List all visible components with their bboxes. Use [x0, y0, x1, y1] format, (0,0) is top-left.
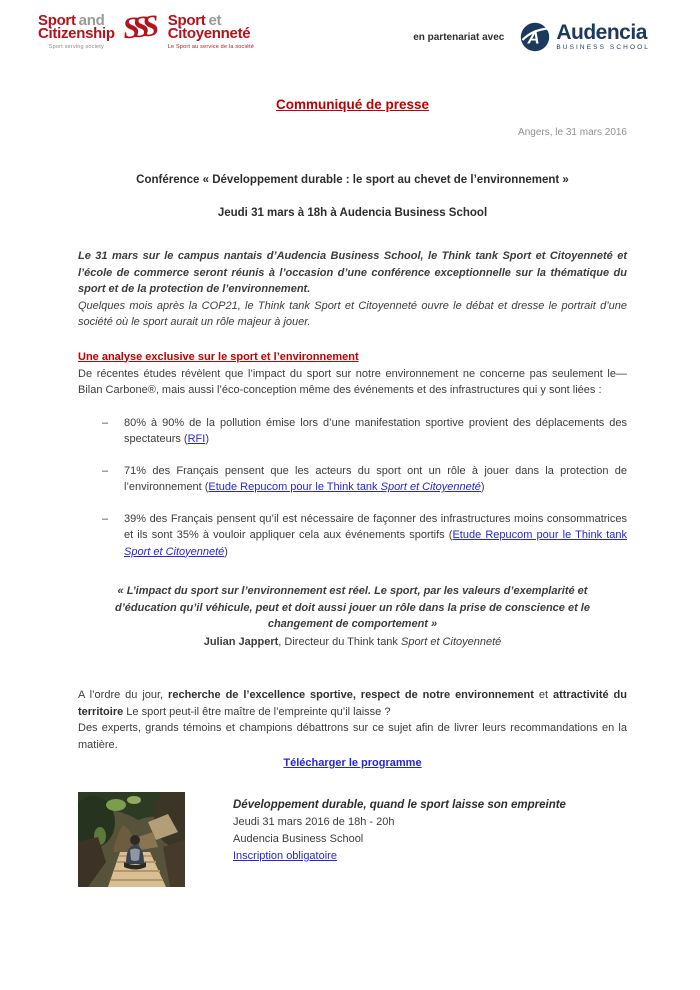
bullet-pre: 80% à 90% de la pollution émise lors d’une manifestation sportive provient des déplacements des spectateurs (: [124, 416, 627, 445]
bullet-post: ): [480, 481, 485, 493]
link-text: RFI: [187, 433, 206, 445]
quote-text: « L’impact du sport sur l’environnement est réel. Le sport, par les valeurs d’exemplarité et d’éducation qu’il véhicule, peut et doit aussi jouer un rôle dans la prise de conscience et le changement de comportement »: [115, 585, 590, 630]
logo-word-citoyennete: Citoyenneté: [167, 25, 251, 42]
partnership-block: [413, 22, 650, 52]
intro-lead: Le 31 mars sur le campus nantais d’Audencia Business School, le Think tank Sport et Citoyenneté et l’école de commerce seront réunis à l’occasion d’une conférence exceptionnelle sur la thématique du sport et de la protection de l’environnement.: [78, 250, 627, 295]
forest-boardwalk-photo: [78, 792, 185, 887]
intro-block: [78, 248, 627, 331]
logo-french-block: [168, 14, 254, 50]
statistics-list: [78, 415, 627, 561]
header: [0, 0, 700, 52]
bullet-dash: –: [102, 416, 109, 429]
logo-word-et: et: [208, 12, 222, 29]
list-item: [78, 463, 627, 496]
download-row: [78, 757, 627, 769]
logo-word-sport-fr: Sport: [167, 12, 206, 29]
quote-author: Julian Jappert: [203, 635, 279, 648]
bullet-post: ): [224, 545, 228, 558]
bullet-text: [124, 463, 627, 496]
list-item: [78, 415, 627, 448]
bullet-text: [124, 511, 627, 561]
event-location: Audencia Business School: [233, 833, 364, 845]
registration-row: [233, 848, 566, 865]
svg-text:A: A: [527, 28, 541, 48]
quote-role: , Directeur du Think tank: [278, 635, 401, 648]
rfi-source-link[interactable]: [188, 433, 206, 445]
agenda-bold-2: attractivité du territoire: [78, 689, 627, 718]
partner-text: en partenariat avec: [413, 31, 505, 43]
audencia-circle-icon: [520, 22, 550, 52]
link-text: Etude Repucom pour le Think tank: [452, 529, 627, 541]
quote-attribution: [78, 634, 627, 651]
logo-word-sport: Sport: [38, 12, 76, 29]
bullet-pre: 39% des Français pensent qu’il est nécessaire de façonner des infrastructures moins consommatrices et ils sont 35% à vouloir appliquer cela aux événements sportifs (: [124, 512, 627, 541]
event-details: [233, 792, 566, 865]
quote-org: Sport et Citoyenneté: [400, 635, 502, 648]
audencia-logo: [520, 22, 650, 52]
document-title-row: [78, 96, 627, 114]
document-body: [0, 96, 700, 887]
section-intro-paragraph: De récentes études révèlent que l’impact du sport sur notre environnement ne concerne pas seulement le—Bilan Carbone®, mais aussi l’éco-conception même des événements et des infrastructures qui y sont liées :: [78, 367, 627, 396]
bullet-text: [124, 415, 627, 448]
agenda-paragraph: [78, 687, 627, 753]
download-program-link[interactable]: Télécharger le programme: [283, 757, 422, 769]
press-release-title: Communiqué de presse: [275, 97, 430, 112]
logo-tagline-en: Sport serving society: [48, 44, 104, 50]
bullet-pre: 71% des Français pensent que les acteurs du sport ont un rôle à jouer dans la protection de l’environnement (: [124, 464, 627, 493]
conference-title: Conférence « Développement durable : le sport au chevet de l’environnement »: [136, 174, 569, 186]
link-text-italic: Sport et Citoyenneté: [380, 481, 481, 493]
event-datetime: Jeudi 31 mars 2016 de 18h - 20h: [233, 816, 395, 828]
logo-word-citizenship: Citizenship: [38, 25, 115, 42]
link-text: Etude Repucom pour le Think tank: [208, 481, 381, 493]
repucom-study-link[interactable]: [208, 481, 481, 493]
bullet-dash: –: [102, 464, 109, 477]
intro-follow: Quelques mois après la COP21, le Think tank Sport et Citoyenneté ouvre le débat et dresse le portrait d’une société où le sport aurait un rôle majeur à jouer.: [78, 299, 627, 328]
registration-link[interactable]: Inscription obligatoire: [233, 850, 337, 862]
bullet-post: ): [205, 433, 209, 445]
audencia-name: Audencia: [556, 21, 647, 44]
dateline: Angers, le 31 mars 2016: [518, 127, 627, 138]
agenda-mid: et: [533, 689, 553, 701]
audencia-wordmark: [556, 23, 650, 51]
section-heading-row: [78, 347, 627, 365]
logo-english-block: [38, 14, 115, 50]
logo-tagline-fr: Le Sport au service de la société: [167, 44, 255, 50]
conference-datetime: Jeudi 31 mars à 18h à Audencia Business School: [217, 207, 488, 219]
logo-word-and: and: [78, 12, 105, 29]
sss-logo-icon: SSS: [121, 9, 154, 46]
event-title: Développement durable, quand le sport laisse son empreinte: [233, 799, 566, 811]
agenda-post: Le sport peut-il être maître de l’empreinte qu’il laisse ?: [123, 705, 391, 718]
section-heading: Une analyse exclusive sur le sport et l’environnement: [78, 350, 359, 363]
audencia-subtitle: BUSINESS SCHOOL: [556, 44, 650, 51]
list-item: [78, 511, 627, 561]
event-block: [78, 792, 627, 887]
link-text-italic: Sport et Citoyenneté: [124, 545, 225, 558]
sport-citizenship-logo: [38, 9, 255, 50]
agenda-pre: A l’ordre du jour,: [78, 689, 169, 701]
agenda-second-paragraph: Des experts, grands témoins et champions débattrons sur ce sujet afin de livrer leurs recommandations en la matière.: [78, 722, 627, 751]
agenda-bold-1: recherche de l’excellence sportive, respect de notre environnement: [168, 689, 534, 701]
bullet-dash: –: [102, 512, 109, 525]
